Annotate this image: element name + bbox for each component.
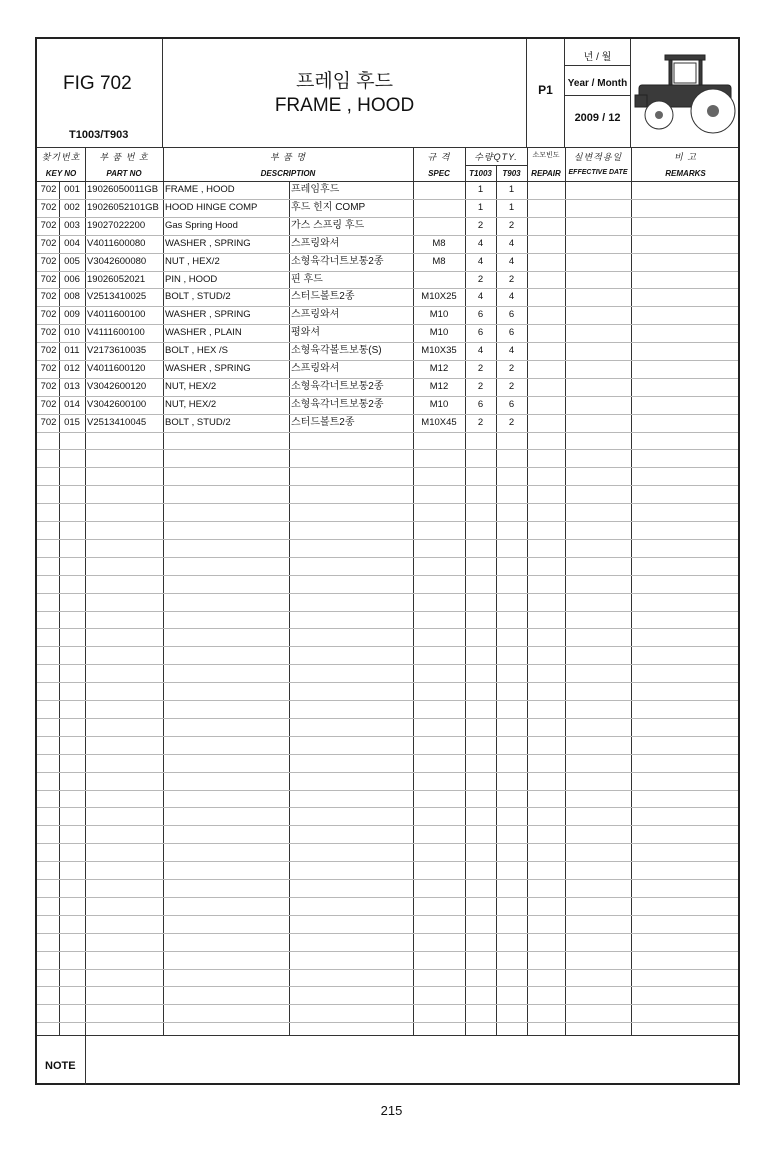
col-effective-ko: 실변적용일 xyxy=(573,152,623,162)
page-code: P1 xyxy=(538,83,553,97)
note-label: NOTE xyxy=(45,1060,76,1072)
row-spec: M8 xyxy=(432,237,446,249)
row-qty-t1003: 6 xyxy=(477,398,484,410)
row-qty-t903: 1 xyxy=(508,201,515,213)
row-key: 008 xyxy=(64,291,80,303)
col-qty-t1003: T1003 xyxy=(469,169,492,178)
row-part-no: V2173610035 xyxy=(87,345,147,357)
row-desc-en: FRAME , HOOD xyxy=(165,184,235,195)
row-qty-t903: 2 xyxy=(508,363,515,374)
row-fig: 702 xyxy=(40,380,57,392)
col-desc-ko: 부 품 명 xyxy=(269,152,307,162)
row-desc-ko: 스터드볼트2종 xyxy=(291,416,355,428)
parts-list-sheet xyxy=(35,37,740,1085)
col-repair-en: REPAIR xyxy=(531,169,561,178)
row-qty-t903: 4 xyxy=(508,291,515,303)
col-key-ko: 찾기번호 xyxy=(41,152,81,162)
row-key: 013 xyxy=(64,380,80,392)
row-key: 004 xyxy=(64,237,80,249)
page-number: 215 xyxy=(380,1103,403,1118)
row-qty-t1003: 2 xyxy=(477,219,484,231)
row-desc-en: BOLT , STUD/2 xyxy=(165,416,231,428)
row-qty-t903: 2 xyxy=(508,219,515,231)
row-desc-ko: 평와셔 xyxy=(291,327,320,339)
row-qty-t903: 4 xyxy=(508,255,515,267)
col-desc-en: DESCRIPTION xyxy=(260,169,316,178)
row-desc-ko: 스터드볼트2종 xyxy=(291,291,355,303)
row-spec: M10X25 xyxy=(421,291,457,303)
row-fig: 702 xyxy=(40,398,57,410)
row-desc-en: BOLT , STUD/2 xyxy=(165,291,231,303)
row-desc-ko: 후드 힌지 COMP xyxy=(291,201,366,213)
row-qty-t1003: 4 xyxy=(477,345,484,357)
row-key: 001 xyxy=(64,184,80,195)
col-effective-en: EFFECTIVE DATE xyxy=(568,169,628,176)
row-part-no: V2513410045 xyxy=(87,416,147,428)
row-spec: M8 xyxy=(432,255,446,267)
row-desc-ko: 소형육각너트보통2종 xyxy=(291,398,384,410)
row-qty-t1003: 2 xyxy=(477,380,484,392)
row-part-no: V4011600120 xyxy=(87,363,146,374)
row-spec: M12 xyxy=(429,380,449,392)
row-desc-en: HOOD HINGE COMP xyxy=(165,201,258,213)
row-desc-en: BOLT , HEX /S xyxy=(165,345,229,357)
year-month-cell xyxy=(565,39,631,147)
row-fig: 702 xyxy=(40,327,57,339)
illustration-cell xyxy=(631,39,740,147)
row-fig: 702 xyxy=(40,416,57,428)
row-qty-t1003: 6 xyxy=(477,327,484,339)
row-qty-t903: 4 xyxy=(508,237,515,249)
col-qty-t903: T903 xyxy=(502,169,521,178)
title-cell xyxy=(163,39,527,147)
row-key: 002 xyxy=(64,201,80,213)
row-part-no: 19027022200 xyxy=(87,219,146,231)
row-qty-t1003: 2 xyxy=(477,273,484,285)
row-desc-en: NUT, HEX/2 xyxy=(165,380,217,392)
row-desc-ko: 프레임후드 xyxy=(291,184,340,195)
row-key: 015 xyxy=(64,416,80,428)
row-fig: 702 xyxy=(40,291,57,303)
row-qty-t1003: 6 xyxy=(477,309,484,321)
row-desc-en: NUT , HEX/2 xyxy=(165,255,220,267)
row-fig: 702 xyxy=(40,255,57,267)
row-qty-t1003: 2 xyxy=(477,416,484,428)
col-remarks-en: REMARKS xyxy=(665,169,706,178)
page-cell xyxy=(527,39,565,147)
row-qty-t1003: 4 xyxy=(477,291,484,303)
row-qty-t1003: 2 xyxy=(477,363,484,374)
col-qty-ko: 수량QTY. xyxy=(474,152,518,162)
row-part-no: V4111600100 xyxy=(87,327,145,339)
row-qty-t1003: 1 xyxy=(477,201,484,213)
row-qty-t1003: 4 xyxy=(477,237,484,249)
row-spec: M10X35 xyxy=(421,345,457,357)
fig-title: FIG 702 xyxy=(63,73,132,94)
col-spec-en: SPEC xyxy=(428,169,450,178)
title-korean: 프레임 후드 xyxy=(295,71,394,92)
row-qty-t903: 6 xyxy=(508,398,515,410)
col-part-ko: 부 품 번 호 xyxy=(99,152,149,162)
row-desc-ko: 스프링와셔 xyxy=(291,309,340,321)
row-qty-t1003: 4 xyxy=(477,255,484,267)
row-desc-en: WASHER , SPRING xyxy=(165,363,251,374)
row-part-no: 19026050011GB xyxy=(87,184,159,195)
row-key: 012 xyxy=(64,363,80,374)
year-month-english: Year / Month xyxy=(567,78,628,89)
row-part-no: 19026052101GB xyxy=(87,201,159,213)
col-repair-ko: 소모빈도 xyxy=(532,152,560,159)
row-spec: M10 xyxy=(429,327,449,339)
row-spec: M10X45 xyxy=(421,416,457,428)
row-spec: M12 xyxy=(429,363,449,374)
row-qty-t1003: 1 xyxy=(477,184,484,195)
row-desc-ko: 스프링와셔 xyxy=(291,363,340,374)
row-fig: 702 xyxy=(40,345,57,357)
row-fig: 702 xyxy=(40,219,57,231)
row-spec: M10 xyxy=(429,309,449,321)
row-qty-t903: 2 xyxy=(508,416,515,428)
row-key: 011 xyxy=(64,345,80,357)
model-label: T1003/T903 xyxy=(69,129,129,141)
row-key: 006 xyxy=(64,273,80,285)
tractor-icon xyxy=(631,39,740,147)
row-qty-t903: 2 xyxy=(508,380,515,392)
row-desc-ko: 소형육각볼트보통(S) xyxy=(291,345,382,357)
row-qty-t903: 1 xyxy=(508,184,515,195)
row-fig: 702 xyxy=(40,309,57,321)
row-desc-en: NUT, HEX/2 xyxy=(165,398,217,410)
row-fig: 702 xyxy=(40,184,57,195)
row-desc-ko: 가스 스프링 후드 xyxy=(291,219,365,231)
col-part-en: PART NO xyxy=(106,169,142,178)
row-part-no: V3042600100 xyxy=(87,398,147,410)
row-fig: 702 xyxy=(40,273,57,285)
col-key-en: KEY NO xyxy=(45,169,77,178)
row-desc-ko: 스프링와셔 xyxy=(291,237,340,249)
row-key: 009 xyxy=(64,309,80,321)
row-qty-t903: 4 xyxy=(508,345,515,357)
row-desc-en: WASHER , SPRING xyxy=(165,309,251,321)
row-key: 014 xyxy=(64,398,80,410)
row-desc-en: PIN , HOOD xyxy=(165,273,218,285)
row-desc-en: Gas Spring Hood xyxy=(165,219,238,231)
row-fig: 702 xyxy=(40,363,57,374)
row-qty-t903: 6 xyxy=(508,327,515,339)
fig-cell xyxy=(37,39,163,147)
col-spec-ko: 규 격 xyxy=(427,152,451,162)
year-month-value: 2009 / 12 xyxy=(574,112,621,124)
row-desc-en: WASHER , SPRING xyxy=(165,237,251,249)
row-key: 003 xyxy=(64,219,80,231)
row-part-no: V4011600100 xyxy=(87,309,146,321)
year-month-korean: 년 / 월 xyxy=(583,52,612,63)
row-qty-t903: 2 xyxy=(508,273,515,285)
row-part-no: V2513410025 xyxy=(87,291,147,303)
row-key: 010 xyxy=(64,327,80,339)
col-remarks-ko: 비 고 xyxy=(674,152,697,162)
row-fig: 702 xyxy=(40,237,57,249)
row-desc-ko: 소형육각너트보통2종 xyxy=(291,380,384,392)
row-desc-ko: 소형육각너트보통2종 xyxy=(291,255,384,267)
row-part-no: V4011600080 xyxy=(87,237,146,249)
row-part-no: V3042600080 xyxy=(87,255,147,267)
row-qty-t903: 6 xyxy=(508,309,515,321)
row-desc-ko: 핀 후드 xyxy=(291,273,323,285)
row-fig: 702 xyxy=(40,201,57,213)
row-part-no: V3042600120 xyxy=(87,380,147,392)
row-key: 005 xyxy=(64,255,80,267)
row-desc-en: WASHER , PLAIN xyxy=(165,327,242,339)
title-english: FRAME , HOOD xyxy=(274,95,415,116)
row-part-no: 19026052021 xyxy=(87,273,146,285)
row-spec: M10 xyxy=(429,398,449,410)
